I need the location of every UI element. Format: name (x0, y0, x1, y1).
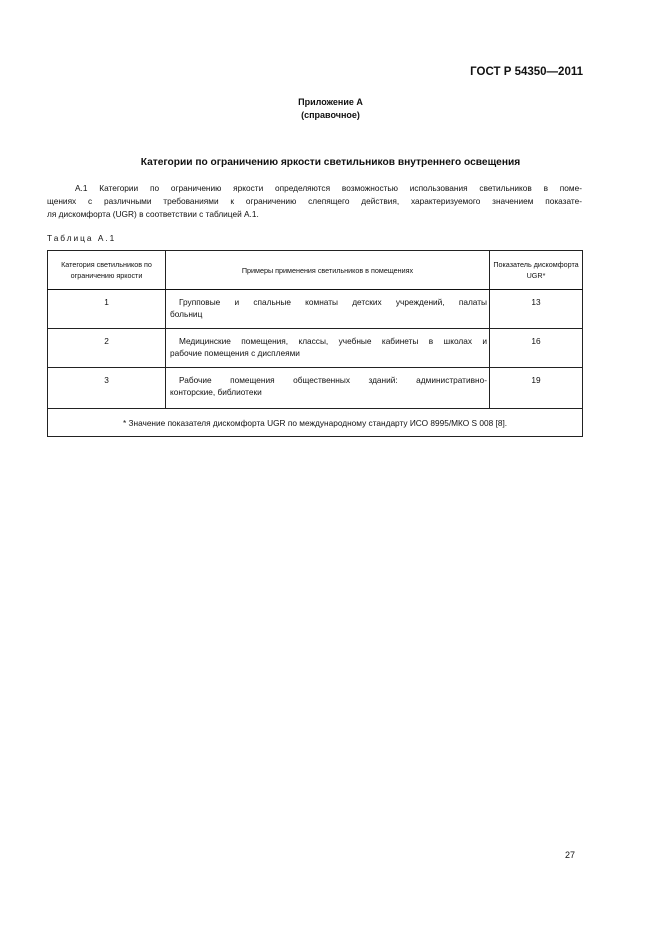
header-category: Категория светильников по ограничению яркости (48, 251, 166, 290)
cell-ugr: 16 (490, 329, 583, 368)
table-row (48, 329, 583, 368)
table-header-row (48, 251, 583, 290)
cell-category: 3 (48, 368, 166, 409)
section-title: Категории по ограничению яркости светильников внутреннего освещения (140, 157, 521, 168)
body-paragraph (47, 182, 582, 221)
cell-ugr: 13 (490, 290, 583, 329)
cell-examples-line: Медицинские помещения, классы, учебные кабинеты в школах и (179, 336, 487, 346)
annex-status: (справочное) (301, 110, 360, 120)
cell-examples-line: конторские, библиотеки (170, 387, 262, 397)
paragraph-line: щениях с различными требованиями к ограничению слепящего действия, характеризуемого значением показате- (47, 196, 582, 206)
cell-category: 2 (48, 329, 166, 368)
page-number: 27 (564, 850, 575, 860)
table-footnote: * Значение показателя дискомфорта UGR по международному стандарту ИСО 8995/МКО S 008 [8]. (48, 409, 583, 437)
cell-examples-line: Групповые и спальные комнаты детских учреждений, палаты (179, 297, 487, 307)
header-ugr: Показатель дискомфорта UGR* (490, 251, 583, 290)
cell-category: 1 (48, 290, 166, 329)
table-row (48, 368, 583, 409)
annex-heading (0, 96, 661, 122)
table-footnote-row (48, 409, 583, 437)
table-caption: Таблица А.1 (47, 233, 117, 243)
table-row (48, 290, 583, 329)
paragraph-line: А.1 Категории по ограничению яркости определяются возможностью использования светильников в поме- (75, 183, 582, 193)
cell-ugr: 19 (490, 368, 583, 409)
annex-title: Приложение А (298, 97, 363, 107)
glare-category-table (47, 250, 583, 437)
cell-examples (166, 329, 490, 368)
header-examples: Примеры применения светильников в помещениях (166, 251, 490, 290)
cell-examples-line: рабочие помещения с дисплеями (170, 348, 300, 358)
cell-examples (166, 368, 490, 409)
cell-examples-line: Рабочие помещения общественных зданий: административно- (179, 375, 487, 385)
paragraph-line: ля дискомфорта (UGR) в соответствии с таблицей А.1. (47, 209, 259, 219)
cell-examples (166, 290, 490, 329)
standard-code: ГОСТ Р 54350—2011 (470, 66, 583, 78)
cell-examples-line: больниц (170, 309, 203, 319)
